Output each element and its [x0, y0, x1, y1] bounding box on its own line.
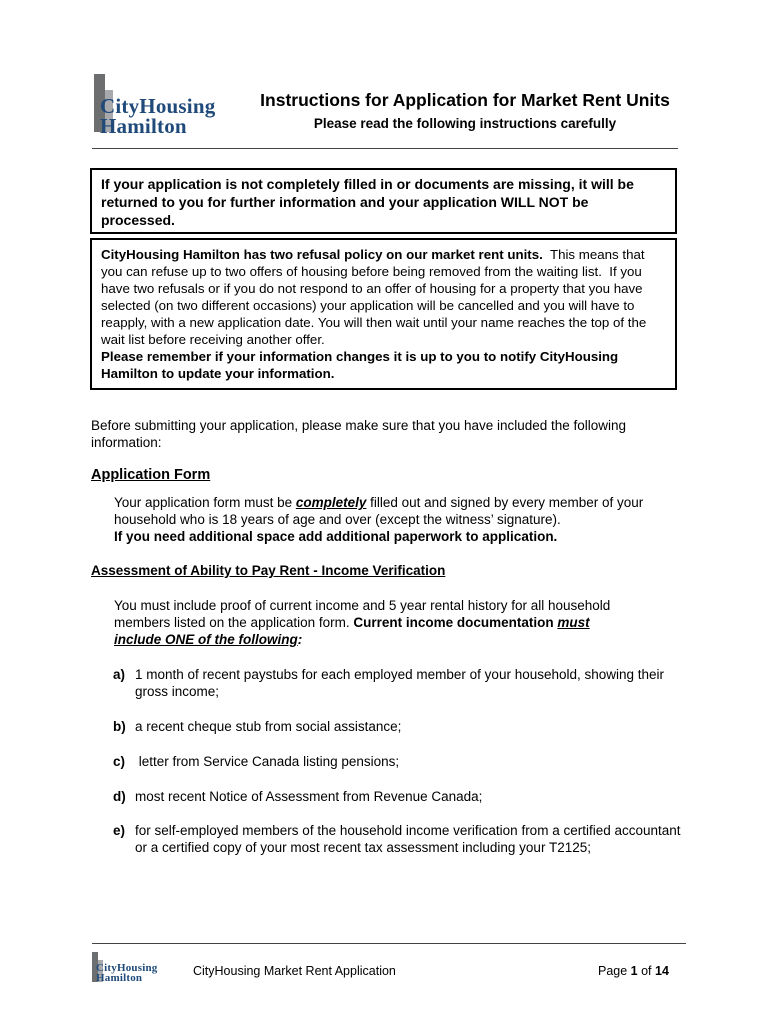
- list-item: c) letter from Service Canada listing pensions;: [113, 754, 400, 769]
- application-form-text: Your application form must be completely filled out and signed by every member of your household who is 18 years of age and over (except the witness’ signature). If you need additional space add additional paperwork to application.: [114, 495, 644, 544]
- income-verification-text: You must include proof of current income and 5 year rental history for all household members listed on the application form. Current income documentation must include ONE of the following:: [114, 598, 611, 647]
- logo-line1: CityHousing: [100, 94, 216, 118]
- footer-logo: CityHousing Hamilton: [92, 952, 172, 986]
- warning-box: [90, 168, 677, 234]
- policy-lead: CityHousing Hamilton has two refusal policy on our market rent units.: [101, 247, 543, 262]
- footer-divider: [92, 943, 686, 944]
- list-item: a) 1 month of recent paystubs for each employed member of your household, showing their gross income;: [113, 667, 665, 699]
- additional-space-note: If you need additional space add additional paperwork to application.: [114, 529, 558, 544]
- policy-body: This means that you can refuse up to two offers of housing before being removed from the waiting list. If you have two refusals or if you do not respond to an offer of housing for a property that you have selected (on two different occasions) your application will be cancelled and you will have to reapply, with a new application date. You will then wait until your name reaches the top of the wait list before receiving another offer.: [101, 247, 650, 347]
- income-verification-heading: Assessment of Ability to Pay Rent - Income Verification: [91, 563, 446, 578]
- page-title: Instructions for Application for Market Rent Units: [260, 90, 670, 110]
- footer-doc-name: CityHousing Market Rent Application: [193, 964, 396, 978]
- refusal-policy-box: [90, 238, 677, 390]
- intro-text: Before submitting your application, please make sure that you have included the following information:: [91, 418, 627, 450]
- list-item: b) a recent cheque stub from social assistance;: [113, 719, 402, 734]
- logo-line2: Hamilton: [100, 114, 187, 138]
- header-divider: [92, 148, 678, 149]
- list-item: e) for self-employed members of the household income verification from a certified accountant or a certified copy of your most recent tax assessment including your T2125;: [113, 823, 681, 855]
- warning-text: If your application is not completely filled in or documents are missing, it will be returned to you for further information and your application WILL NOT be processed.: [101, 176, 634, 228]
- application-form-heading: Application Form: [91, 467, 211, 483]
- completely-emphasis: completely: [295, 495, 367, 510]
- footer-page-number: Page 1 of 14: [598, 964, 669, 978]
- cityhousing-logo: [92, 72, 222, 138]
- policy-reminder: Please remember if your information changes it is up to you to notify CityHousing Hamilton to update your information.: [101, 349, 619, 381]
- page-subtitle: Please read the following instructions carefully: [313, 116, 617, 131]
- list-item: d) most recent Notice of Assessment from Revenue Canada;: [113, 789, 483, 804]
